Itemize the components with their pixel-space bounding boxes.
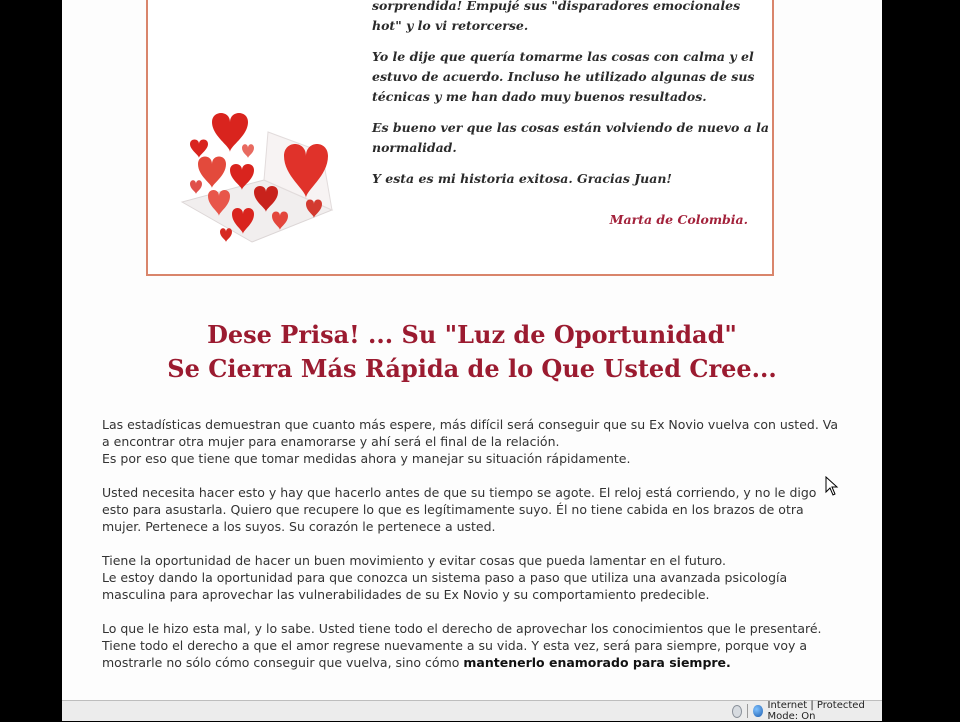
testimonial-box xyxy=(146,0,774,276)
body-paragraph xyxy=(102,416,846,467)
body-sentence: Las estadísticas demuestran que cuanto más espere, más difícil será conseguir que su Ex Novio vuelva con usted. Va a encontrar otra mujer para enamorarse y ahí será el final de la relación. xyxy=(102,417,839,449)
body-sentence: Lo que le hizo esta mal, y lo sabe. Usted tiene todo el derecho de aprovechar los conocimientos que le presentaré. Tiene todo el derecho a que el amor regrese nuevamente a su vida. Y esta vez, será para siempre, porque voy a mostrarle no sólo cómo conseguir que vuelva, sino cómo xyxy=(102,621,822,670)
body-paragraph xyxy=(102,552,846,603)
headline-line-2: Se Cierra Más Rápida de lo Que Usted Cree... xyxy=(167,354,777,383)
body-sentence: Es por eso que tiene que tomar medidas ahora y manejar su situación rápidamente. xyxy=(102,451,631,466)
body-paragraph xyxy=(102,620,846,671)
mouse-cursor-icon xyxy=(825,476,839,496)
zone-label: Internet | Protected Mode: On xyxy=(767,700,865,722)
globe-icon xyxy=(753,705,762,717)
quote-paragraph: Y esta es mi historia exitosa. Gracias Juan! xyxy=(372,171,672,186)
quote-line: hot" y lo vi retorcerse. xyxy=(372,18,529,33)
quote-paragraph: Es bueno ver que las cosas están volviendo de nuevo a la normalidad. xyxy=(372,120,770,155)
body-text xyxy=(102,416,846,688)
browser-status-bar xyxy=(62,700,882,721)
headline-line-1: Dese Prisa! ... Su "Luz de Oportunidad" xyxy=(207,320,737,349)
web-page xyxy=(62,0,882,700)
body-sentence: Le estoy dando la oportunidad para que conozca un sistema paso a paso que utiliza una avanzada psicología masculina para aprovechar las vulnerabilidades de su Ex Novio y su comportamiento predecible. xyxy=(102,570,788,602)
status-separator xyxy=(747,704,748,718)
body-emphasis: mantenerlo enamorado para siempre. xyxy=(463,655,731,670)
hearts-illustration xyxy=(172,92,342,262)
page-headline xyxy=(62,318,882,386)
status-icon xyxy=(732,705,742,718)
quote-line: sorprendida! Empujé sus "disparadores emocionales xyxy=(372,0,741,13)
testimonial-quote xyxy=(372,0,772,200)
body-paragraph: Usted necesita hacer esto y hay que hacerlo antes de que su tiempo se agote. El reloj está corriendo, y no le digo esto para asustarla. Quiero que recupere lo que es legítimamente suyo. Él no tiene cabida en los brazos de otra mujer. Pertenece a los suyos. Su corazón le pertenece a usted. xyxy=(102,485,817,534)
testimonial-signature: Marta de Colombia. xyxy=(609,212,748,227)
security-zone[interactable] xyxy=(732,700,882,722)
quote-paragraph: Yo le dije que quería tomarme las cosas con calma y el estuvo de acuerdo. Incluso he utilizado algunas de sus técnicas y me han dado muy buenos resultados. xyxy=(372,49,755,104)
body-sentence: Tiene la oportunidad de hacer un buen movimiento y evitar cosas que pueda lamentar en el futuro. xyxy=(102,553,726,568)
